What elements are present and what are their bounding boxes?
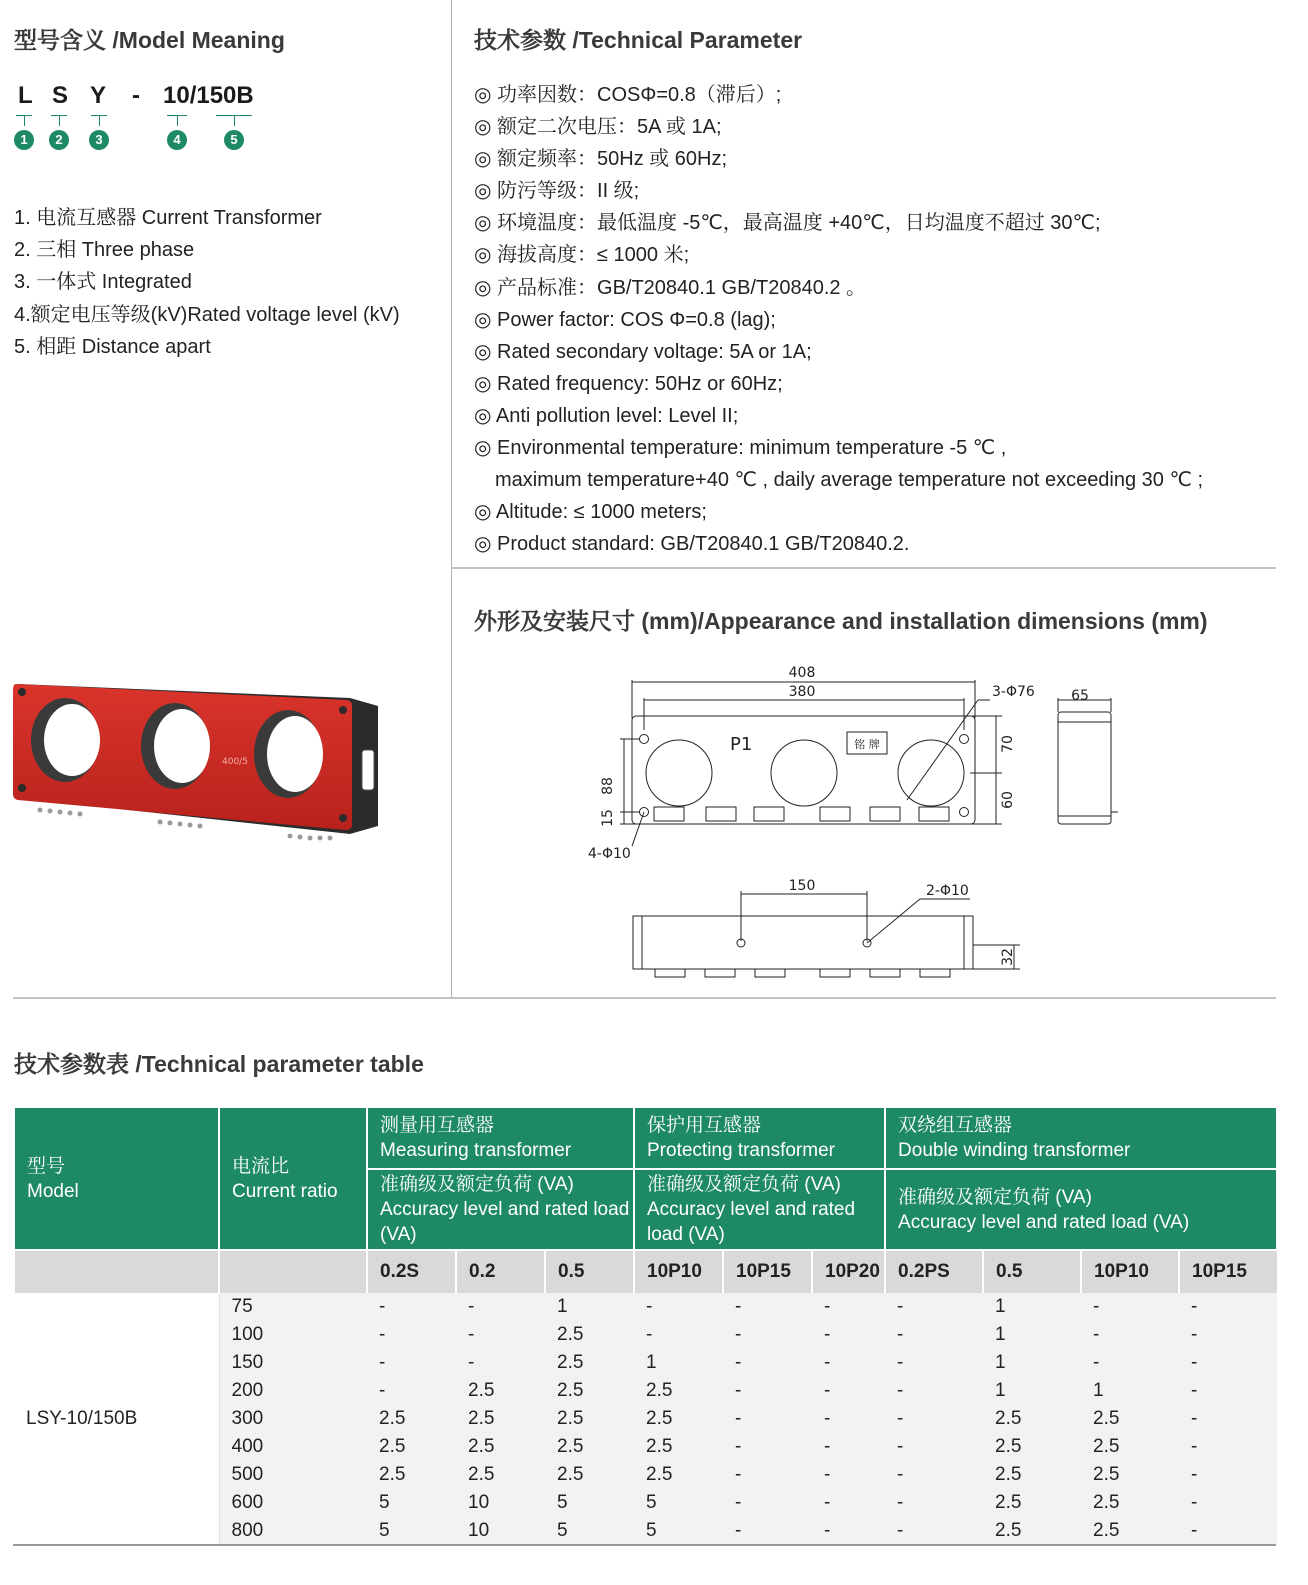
header-protecting-accuracy [634,1169,885,1250]
value-cell: - [1081,1321,1179,1349]
ratio-cell: 600 [219,1489,367,1517]
model-meaning-list [14,202,400,363]
column-divider [451,0,452,998]
value-cell: - [456,1293,545,1321]
class-cell [219,1250,367,1293]
class-cell: 10P15 [723,1250,812,1293]
param-line: ◎ 防污等级：II 级; [474,180,640,203]
value-cell: - [812,1349,885,1377]
section-divider [452,567,1276,569]
class-cell: 10P10 [1081,1250,1179,1293]
bottom-view-drawing [620,875,1040,985]
value-cell: 5 [634,1489,723,1517]
header-double-accuracy-en: Accuracy level and rated load (VA) [898,1211,1190,1233]
value-cell: - [1179,1489,1277,1517]
ratio-cell: 500 [219,1461,367,1489]
number-badge: 4 [167,130,187,150]
ratio-cell: 400 [219,1433,367,1461]
value-cell: - [812,1433,885,1461]
param-line: ◎ Environmental temperature: minimum temperature -5 ℃ , [474,437,1007,460]
value-cell: 2.5 [983,1461,1081,1489]
value-cell: - [723,1349,812,1377]
value-cell: 1 [983,1321,1081,1349]
value-cell: 2.5 [634,1461,723,1489]
value-cell: 1 [545,1293,634,1321]
number-badge: 2 [49,130,69,150]
header-model-zh: 型号 [27,1155,66,1177]
value-cell: - [634,1321,723,1349]
model-meaning-title: 型号含义 /Model Meaning [14,27,285,53]
class-cell: 0.2S [367,1250,456,1293]
value-cell: 2.5 [1081,1433,1179,1461]
value-cell: - [812,1293,885,1321]
dim-holes-top: 3-Φ76 [992,684,1035,700]
model-cell: LSY-10/150B [14,1293,219,1545]
value-cell: 5 [634,1517,723,1545]
value-cell: - [723,1461,812,1489]
table-bottom-line [13,1544,1276,1546]
value-cell: - [1179,1377,1277,1405]
header-measuring-accuracy-zh: 准确级及额定负荷 (VA) [380,1174,574,1195]
value-cell: 1 [634,1349,723,1377]
value-cell: 2.5 [634,1433,723,1461]
param-line: ◎ Rated secondary voltage: 5A or 1A; [474,340,812,363]
ratio-cell: 75 [219,1293,367,1321]
value-cell: - [723,1321,812,1349]
header-protecting-en: Protecting transformer [647,1140,835,1161]
front-view-drawing [580,660,1140,860]
value-cell: - [1179,1293,1277,1321]
ratio-cell: 100 [219,1321,367,1349]
value-cell: - [367,1293,456,1321]
number-badge: 3 [89,130,109,150]
meaning-item: 4.额定电压等级(kV)Rated voltage level (kV) [14,303,400,326]
dim-32: 32 [1000,948,1016,966]
value-cell: - [367,1321,456,1349]
value-cell: 1 [983,1349,1081,1377]
code-tick [167,115,187,128]
accuracy-class-row [14,1250,1277,1293]
value-cell: 2.5 [634,1405,723,1433]
header-model [14,1107,219,1250]
value-cell: - [456,1349,545,1377]
value-cell: - [812,1517,885,1545]
value-cell: - [812,1461,885,1489]
header-model-en: Model [27,1180,79,1202]
header-protecting-accuracy-en: Accuracy level and rated load (VA) [647,1199,856,1245]
header-ratio [219,1107,367,1250]
code-tick [91,115,107,128]
value-cell: - [723,1293,812,1321]
header-measuring-zh: 测量用互感器 [380,1115,495,1136]
ratio-cell: 200 [219,1377,367,1405]
value-cell: - [723,1517,812,1545]
dim-380: 380 [788,684,816,700]
value-cell: - [1081,1293,1179,1321]
value-cell: 2.5 [545,1433,634,1461]
param-line: ◎ 环境温度：最低温度 -5℃，最高温度 +40℃，日均温度不超过 30℃; [474,212,1101,235]
header-measuring [367,1107,634,1169]
dim-150: 150 [788,878,816,894]
value-cell: 2.5 [545,1461,634,1489]
meaning-item: 2. 三相 Three phase [14,239,195,262]
technical-parameter-list [474,79,1203,560]
dim-408: 408 [788,665,816,681]
value-cell: 5 [545,1489,634,1517]
meaning-item: 5. 相距 Distance apart [14,335,211,358]
param-line: ◎ Altitude: ≤ 1000 meters; [474,501,707,524]
value-cell: 10 [456,1489,545,1517]
header-measuring-en: Measuring transformer [380,1140,572,1161]
class-cell: 0.2PS [885,1250,983,1293]
header-ratio-en: Current ratio [232,1180,338,1202]
label-nameplate: 铭 牌 [854,738,880,751]
ratio-cell: 800 [219,1517,367,1545]
value-cell: - [1081,1349,1179,1377]
value-cell: 1 [983,1377,1081,1405]
table-title: 技术参数表 /Technical parameter table [14,1051,424,1077]
code-tick [16,115,32,128]
value-cell: - [723,1489,812,1517]
value-cell: - [885,1405,983,1433]
value-cell: - [812,1405,885,1433]
dimensions-title: 外形及安装尺寸 (mm)/Appearance and installation dimensions (mm) [474,608,1208,634]
value-cell: - [885,1433,983,1461]
param-line: ◎ Product standard: GB/T20840.1 GB/T20840.2. [474,533,910,556]
class-cell: 10P15 [1179,1250,1277,1293]
param-line: ◎ 海拔高度：≤ 1000 米; [474,244,690,267]
header-double-zh: 双绕组互感器 [898,1115,1013,1136]
dim-15: 15 [600,809,616,827]
param-line: ◎ 额定二次电压：5A 或 1A; [474,116,722,139]
meaning-item: 3. 一体式 Integrated [14,271,192,294]
param-line: ◎ Rated frequency: 50Hz or 60Hz; [474,372,783,395]
header-protecting [634,1107,885,1169]
value-cell: 2.5 [1081,1489,1179,1517]
value-cell: 1 [1081,1377,1179,1405]
number-badge: 1 [14,130,34,150]
header-double-en: Double winding transformer [898,1140,1131,1161]
class-cell: 10P20 [812,1250,885,1293]
value-cell: 2.5 [456,1377,545,1405]
dim-65: 65 [1071,688,1089,704]
code-letter: 10/150B [163,82,254,109]
ratio-cell: 300 [219,1405,367,1433]
code-tick [51,115,67,128]
value-cell: - [723,1405,812,1433]
class-cell: 10P10 [634,1250,723,1293]
value-cell: 2.5 [1081,1517,1179,1545]
value-cell: - [812,1321,885,1349]
dim-70: 70 [1000,735,1016,753]
value-cell: - [456,1321,545,1349]
param-line: ◎ Power factor: COS Φ=0.8 (lag); [474,308,776,331]
ratio-cell: 150 [219,1349,367,1377]
product-photo [10,676,385,844]
value-cell: 2.5 [983,1517,1081,1545]
value-cell: - [885,1377,983,1405]
param-line: ◎ 功率因数：COSΦ=0.8（滞后）; [474,84,782,106]
class-cell: 0.2 [456,1250,545,1293]
code-letter: L [18,82,33,109]
value-cell: 2.5 [456,1405,545,1433]
value-cell: - [723,1433,812,1461]
value-cell: 5 [367,1517,456,1545]
section-divider [13,997,1276,999]
value-cell: 2.5 [1081,1461,1179,1489]
dim-88: 88 [600,777,616,795]
header-ratio-zh: 电流比 [232,1155,290,1177]
value-cell: - [812,1377,885,1405]
param-line: maximum temperature+40 ℃ , daily average temperature not exceeding 30 ℃ ; [495,469,1204,492]
value-cell: 1 [983,1293,1081,1321]
number-badge: 5 [224,130,244,150]
dim-holes-side: 2-Φ10 [926,883,969,899]
value-cell: 2.5 [367,1461,456,1489]
param-line: ◎ 产品标准：GB/T20840.1 GB/T20840.2 。 [474,276,867,299]
value-cell: 5 [367,1489,456,1517]
value-cell: - [367,1349,456,1377]
value-cell: - [885,1461,983,1489]
value-cell: - [367,1377,456,1405]
technical-parameter-title: 技术参数 /Technical Parameter [474,27,803,53]
value-cell: - [723,1377,812,1405]
value-cell: - [885,1517,983,1545]
table-row [14,1293,1277,1321]
header-measuring-accuracy-en: Accuracy level and rated load (VA) [380,1199,630,1245]
class-cell: 0.5 [545,1250,634,1293]
param-line: ◎ 额定频率：50Hz 或 60Hz; [474,148,728,171]
technical-parameter-table [13,1106,1278,1545]
header-protecting-zh: 保护用互感器 [647,1115,762,1136]
value-cell: 2.5 [456,1461,545,1489]
code-letter: - [132,82,140,109]
header-double-accuracy [885,1169,1277,1250]
value-cell: - [1179,1321,1277,1349]
header-double-accuracy-zh: 准确级及额定负荷 (VA) [898,1186,1092,1208]
header-protecting-accuracy-zh: 准确级及额定负荷 (VA) [647,1174,841,1195]
code-letter: S [52,82,69,109]
value-cell: - [1179,1517,1277,1545]
dim-60: 60 [1000,791,1016,809]
value-cell: 2.5 [545,1321,634,1349]
label-p1: P1 [730,734,753,755]
value-cell: 2.5 [983,1405,1081,1433]
value-cell: 2.5 [1081,1405,1179,1433]
value-cell: 10 [456,1517,545,1545]
value-cell: - [1179,1405,1277,1433]
value-cell: - [885,1293,983,1321]
code-letter: Y [90,82,107,109]
value-cell: 2.5 [545,1349,634,1377]
value-cell: 2.5 [634,1377,723,1405]
value-cell: - [885,1349,983,1377]
value-cell: - [812,1489,885,1517]
header-double [885,1107,1277,1169]
value-cell: 2.5 [456,1433,545,1461]
product-ratio-label: 400/5 [222,757,248,767]
value-cell: 2.5 [545,1405,634,1433]
header-measuring-accuracy [367,1169,634,1250]
dim-holes-bottom: 4-Φ10 [588,846,631,860]
code-tick [216,115,252,128]
class-cell: 0.5 [983,1250,1081,1293]
value-cell: - [885,1321,983,1349]
value-cell: - [1179,1349,1277,1377]
value-cell: 2.5 [545,1377,634,1405]
value-cell: - [885,1489,983,1517]
value-cell: 2.5 [983,1489,1081,1517]
value-cell: - [1179,1461,1277,1489]
class-cell [14,1250,219,1293]
value-cell: - [1179,1433,1277,1461]
meaning-item: 1. 电流互感器 Current Transformer [14,207,322,229]
value-cell: 5 [545,1517,634,1545]
value-cell: 2.5 [367,1433,456,1461]
value-cell: 2.5 [367,1405,456,1433]
value-cell: 2.5 [983,1433,1081,1461]
param-line: ◎ Anti pollution level: Level II; [474,404,739,427]
value-cell: - [634,1293,723,1321]
